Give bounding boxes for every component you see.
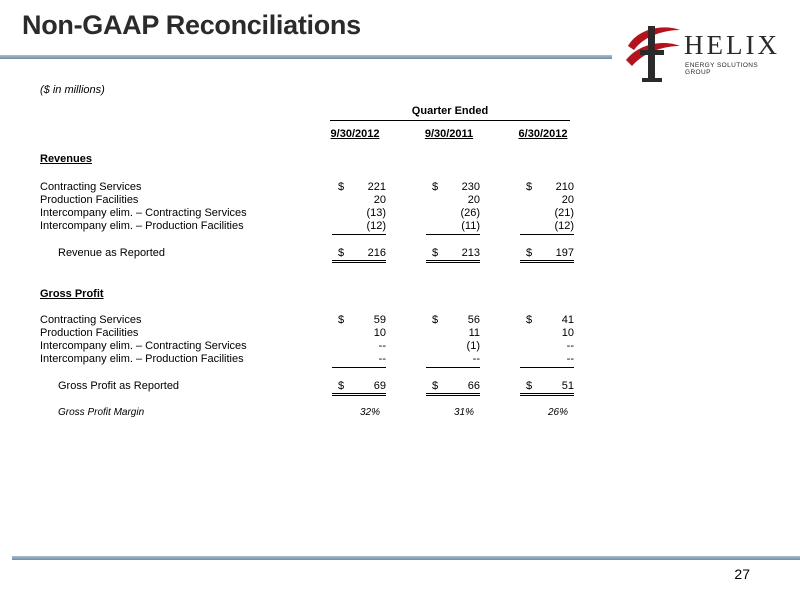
- period-header: Quarter Ended: [411, 105, 489, 117]
- value-cell: 213: [461, 247, 480, 259]
- table-row: [40, 314, 580, 328]
- value-cell: (1): [466, 340, 480, 352]
- value-cell: 59: [373, 314, 386, 326]
- value-cell: 51: [561, 380, 574, 392]
- currency-symbol: $: [526, 181, 533, 193]
- value-cell: 20: [467, 194, 480, 206]
- currency-symbol: $: [526, 314, 533, 326]
- currency-symbol: $: [526, 247, 533, 259]
- value-cell: --: [566, 353, 574, 365]
- table-row: [40, 181, 580, 195]
- currency-symbol: $: [338, 314, 345, 326]
- row-label: Production Facilities: [40, 327, 139, 339]
- logo-wordmark: HELIX: [684, 30, 780, 60]
- value-cell: (11): [461, 220, 480, 232]
- value-cell: --: [378, 353, 386, 365]
- value-cell: 216: [367, 247, 386, 259]
- value-cell: 69: [373, 380, 386, 392]
- table-row: [40, 327, 580, 341]
- page-number: 27: [734, 566, 750, 582]
- table-row: [40, 340, 580, 354]
- column-header-3: 6/30/2012: [518, 128, 568, 140]
- value-cell: (12): [554, 220, 574, 232]
- units-note: ($ in millions): [40, 84, 105, 96]
- total-row: [40, 380, 580, 394]
- page-title: Non-GAAP Reconciliations: [22, 10, 361, 40]
- table-row: [40, 353, 580, 367]
- value-cell: 230: [461, 181, 480, 193]
- value-cell: 10: [561, 327, 574, 339]
- value-cell: 66: [467, 380, 480, 392]
- row-label: Revenue as Reported: [58, 247, 166, 259]
- value-cell: --: [472, 353, 480, 365]
- period-header-rule: [330, 120, 570, 121]
- table-row: [40, 207, 580, 221]
- company-logo: [624, 20, 784, 86]
- value-cell: (26): [460, 207, 480, 219]
- value-cell: 20: [373, 194, 386, 206]
- table-row: [40, 194, 580, 208]
- table-row: [40, 220, 580, 234]
- value-cell: 10: [373, 327, 386, 339]
- currency-symbol: $: [526, 380, 533, 392]
- currency-symbol: $: [432, 314, 439, 326]
- row-label: Intercompany elim. – Contracting Services: [40, 340, 247, 352]
- gross-profit-heading: Gross Profit: [40, 288, 104, 300]
- currency-symbol: $: [432, 247, 439, 259]
- value-cell: --: [566, 340, 574, 352]
- row-label: Production Facilities: [40, 194, 139, 206]
- logo-tagline: ENERGY SOLUTIONS GROUP: [685, 62, 759, 76]
- currency-symbol: $: [338, 247, 345, 259]
- value-cell: 31%: [453, 407, 474, 418]
- value-cell: 20: [561, 194, 574, 206]
- currency-symbol: $: [432, 181, 439, 193]
- currency-symbol: $: [432, 380, 439, 392]
- row-label: Contracting Services: [40, 314, 142, 326]
- value-cell: 26%: [547, 407, 568, 418]
- value-cell: 41: [561, 314, 574, 326]
- row-label: Intercompany elim. – Contracting Services: [40, 207, 247, 219]
- footer-rule: [12, 556, 800, 560]
- revenues-heading: Revenues: [40, 153, 92, 165]
- value-cell: (12): [366, 220, 386, 232]
- value-cell: 221: [367, 181, 386, 193]
- value-cell: 197: [555, 247, 574, 259]
- currency-symbol: $: [338, 380, 345, 392]
- value-cell: --: [378, 340, 386, 352]
- row-label: Intercompany elim. – Production Facilities: [40, 220, 244, 232]
- value-cell: (21): [554, 207, 574, 219]
- column-header-2: 9/30/2011: [424, 128, 474, 140]
- row-label: Intercompany elim. – Production Facilities: [40, 353, 244, 365]
- column-header-1: 9/30/2012: [330, 128, 380, 140]
- value-cell: (13): [366, 207, 386, 219]
- row-label: Gross Profit as Reported: [58, 380, 180, 392]
- row-label: Gross Profit Margin: [58, 407, 145, 418]
- value-cell: 210: [555, 181, 574, 193]
- currency-symbol: $: [338, 181, 345, 193]
- margin-row: [40, 407, 580, 421]
- header-rule: [0, 55, 612, 59]
- value-cell: 32%: [359, 407, 380, 418]
- helix-emblem-icon: [624, 20, 682, 86]
- row-label: Contracting Services: [40, 181, 142, 193]
- value-cell: 11: [468, 327, 480, 339]
- total-row: [40, 247, 580, 261]
- value-cell: 56: [467, 314, 480, 326]
